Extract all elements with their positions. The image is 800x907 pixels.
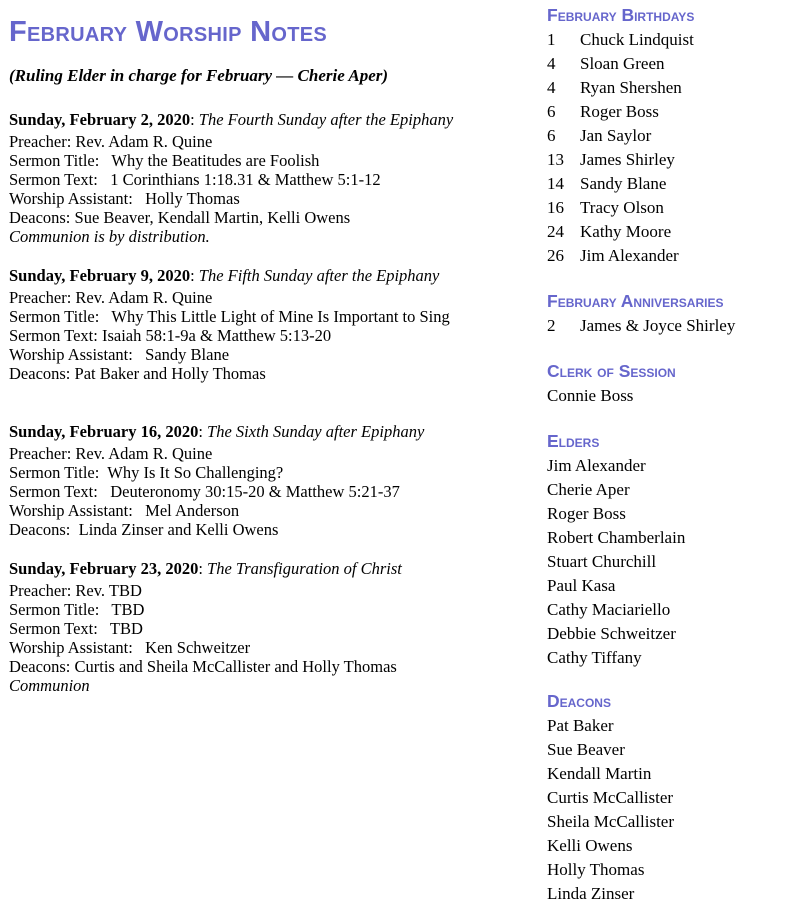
service-date: Sunday, February 9, 2020: [9, 266, 191, 285]
service-line: Worship Assistant: Ken Schweitzer: [9, 638, 251, 657]
service-line: Deacons: Linda Zinser and Kelli Owens: [9, 520, 279, 539]
service-line: Preacher: Rev. Adam R. Quine: [9, 288, 213, 307]
list-item: Sheila McCallister: [547, 812, 675, 831]
day: 6: [547, 126, 556, 145]
service-heading: Sunday, February 9, 2020: The Fifth Sunday after the Epiphany: [9, 266, 440, 285]
service-line: Sermon Title: Why the Beatitudes are Foolish: [9, 151, 320, 170]
list-item: [547, 172, 694, 196]
service-date: Sunday, February 23, 2020: [9, 559, 199, 578]
list-item: Cathy Tiffany: [547, 648, 642, 667]
day: 24: [547, 222, 564, 241]
service-occasion: The Transfiguration of Christ: [207, 559, 402, 578]
service-date: Sunday, February 2, 2020: [9, 110, 191, 129]
list-item: [547, 244, 694, 268]
service-heading: Sunday, February 23, 2020: The Transfiguration of Christ: [9, 559, 402, 578]
list-item: [547, 28, 694, 52]
list-item: Debbie Schweitzer: [547, 624, 676, 643]
service-line: Sermon Text: Isaiah 58:1-9a & Matthew 5:13-20: [9, 326, 332, 345]
service-line: Sermon Text: 1 Corinthians 1:18.31 & Matthew 5:1-12: [9, 170, 381, 189]
section-heading: Elders: [547, 431, 600, 451]
day: 26: [547, 246, 564, 265]
list-item: [547, 100, 694, 124]
day: 6: [547, 102, 556, 121]
deacons-section: [547, 691, 674, 906]
service-line: Sermon Title: Why This Little Light of Mine Is Important to Sing: [9, 307, 450, 326]
birthdays-section: [547, 5, 694, 268]
list-item: Jim Alexander: [547, 456, 646, 475]
service-line: Sermon Text: TBD: [9, 619, 143, 638]
name: Chuck Lindquist: [580, 30, 694, 49]
service-line: Deacons: Sue Beaver, Kendall Martin, Kelli Owens: [9, 208, 351, 227]
service-occasion: The Sixth Sunday after Epiphany: [207, 422, 425, 441]
name: Jim Alexander: [580, 246, 679, 265]
anniversaries-section: [547, 291, 735, 338]
service-date: Sunday, February 16, 2020: [9, 422, 199, 441]
service-line: Deacons: Pat Baker and Holly Thomas: [9, 364, 266, 383]
list-item: Pat Baker: [547, 716, 614, 735]
section-heading: February Anniversaries: [547, 291, 724, 311]
name: Tracy Olson: [580, 198, 664, 217]
service-note: Communion: [9, 676, 90, 695]
section-heading: Clerk of Session: [547, 361, 676, 381]
day: 14: [547, 174, 564, 193]
name: Sloan Green: [580, 54, 665, 73]
day: 2: [547, 316, 556, 335]
day: 13: [547, 150, 564, 169]
list-item: Sue Beaver: [547, 740, 625, 759]
service-line: Sermon Text: Deuteronomy 30:15-20 & Matthew 5:21-37: [9, 482, 400, 501]
service-line: Worship Assistant: Holly Thomas: [9, 189, 240, 208]
service-heading: Sunday, February 16, 2020: The Sixth Sunday after Epiphany: [9, 422, 425, 441]
service-4: [9, 559, 402, 695]
name: James & Joyce Shirley: [580, 316, 736, 335]
service-line: Preacher: Rev. Adam R. Quine: [9, 132, 213, 151]
list-item: Linda Zinser: [547, 884, 635, 903]
list-item: Cherie Aper: [547, 480, 630, 499]
list-item: [547, 220, 694, 244]
elders-section: [547, 431, 685, 670]
service-line: Sermon Title: TBD: [9, 600, 145, 619]
list-item: Robert Chamberlain: [547, 528, 686, 547]
service-occasion: The Fifth Sunday after the Epiphany: [198, 266, 440, 285]
service-1: [9, 110, 453, 246]
list-item: [547, 124, 694, 148]
name: Roger Boss: [580, 102, 659, 121]
service-line: Preacher: Rev. TBD: [9, 581, 142, 600]
name: Ryan Shershen: [580, 78, 682, 97]
service-line: Deacons: Curtis and Sheila McCallister and Holly Thomas: [9, 657, 397, 676]
list-item: Curtis McCallister: [547, 788, 674, 807]
list-item: Holly Thomas: [547, 860, 645, 879]
name: James Shirley: [580, 150, 675, 169]
list-item: Kendall Martin: [547, 764, 652, 783]
day: 16: [547, 198, 564, 217]
list-item: [547, 148, 694, 172]
list-item: Stuart Churchill: [547, 552, 657, 571]
list-item: [547, 76, 694, 100]
list-item: Paul Kasa: [547, 576, 616, 595]
list-item: Connie Boss: [547, 386, 634, 405]
service-line: Sermon Title: Why Is It So Challenging?: [9, 463, 284, 482]
service-2: [9, 266, 450, 383]
name: Kathy Moore: [580, 222, 672, 241]
service-3: [9, 422, 424, 539]
service-line: Preacher: Rev. Adam R. Quine: [9, 444, 213, 463]
service-line: Worship Assistant: Sandy Blane: [9, 345, 230, 364]
service-note: Communion is by distribution.: [9, 227, 210, 246]
name: Jan Saylor: [580, 126, 652, 145]
section-heading: February Birthdays: [547, 5, 695, 25]
day: 4: [547, 54, 556, 73]
service-line: Worship Assistant: Mel Anderson: [9, 501, 240, 520]
list-item: Kelli Owens: [547, 836, 633, 855]
list-item: [547, 52, 694, 76]
clerk-section: [547, 361, 676, 408]
list-item: Cathy Maciariello: [547, 600, 671, 619]
page-title: February Worship Notes: [9, 16, 328, 48]
service-heading: Sunday, February 2, 2020: The Fourth Sunday after the Epiphany: [9, 110, 454, 129]
list-item: Roger Boss: [547, 504, 626, 523]
day: 1: [547, 30, 556, 49]
service-occasion: The Fourth Sunday after the Epiphany: [198, 110, 454, 129]
section-heading: Deacons: [547, 691, 611, 711]
subtitle: (Ruling Elder in charge for February — Cherie Aper): [9, 66, 389, 85]
day: 4: [547, 78, 556, 97]
list-item: [547, 314, 735, 338]
name: Sandy Blane: [580, 174, 667, 193]
list-item: [547, 196, 694, 220]
